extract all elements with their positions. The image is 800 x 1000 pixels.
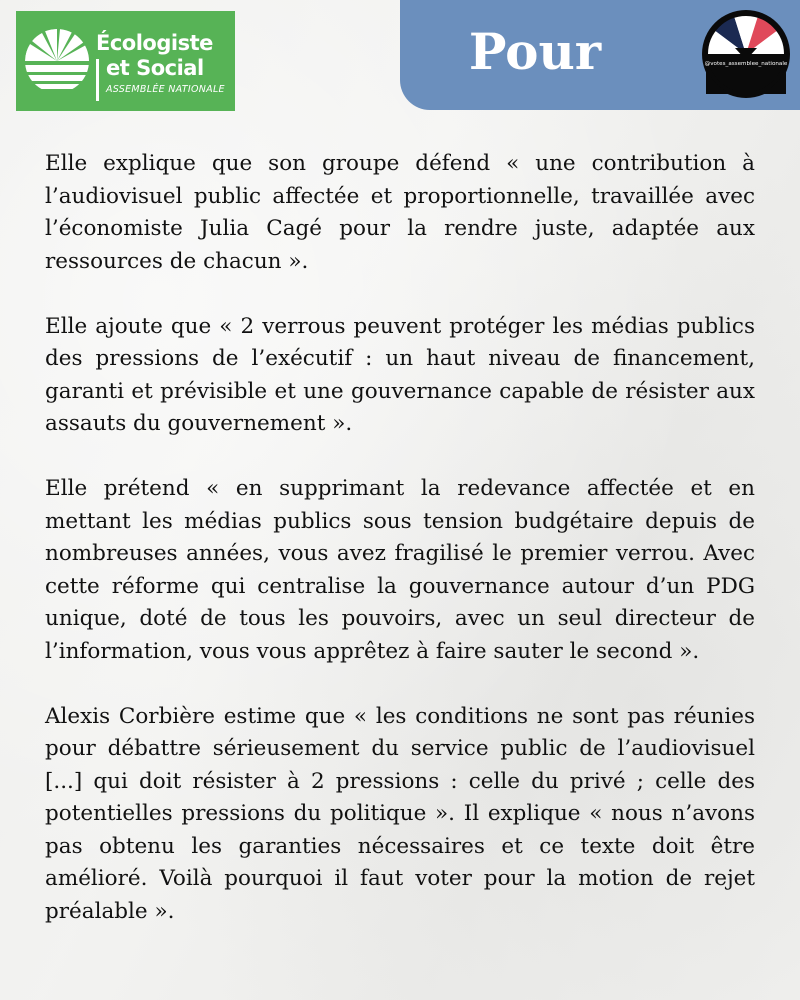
paragraph: Elle prétend « en supprimant la redevance affectée et en mettant les médias publics sous tension budgétaire depuis de nombreuses années, vous avez fragilisé le premier verrou. Avec cette réforme qui centralise la gouvernance autour d’un PDG unique, doté de tous les pouvoirs, avec un seul directeur de l’information, vous vous apprêtez à faire sauter le second ». (45, 476, 755, 664)
paragraph: Elle ajoute que « 2 verrous peuvent protéger les médias publics des pressions de l’exécutif : un haut niveau de financement, garanti et prévisible et une gouvernance capable de résister aux assauts du gouvernement ». (45, 313, 755, 436)
article-body (45, 148, 755, 961)
paragraph: Elle explique que son groupe défend « une contribution à l’audiovisuel public affectée et proportionnelle, travaillée avec l’économiste Julia Cagé pour la rendre juste, adaptée aux ressources de chacun ». (45, 151, 755, 274)
group-logo (16, 11, 235, 111)
logo-subtitle: ASSEMBLÉE NATIONALE (106, 84, 225, 95)
logo-line1: Écologiste (96, 31, 213, 55)
votes-badge-icon (700, 8, 792, 100)
logo-bar (96, 59, 99, 101)
sun-logo-icon (22, 26, 92, 96)
vote-label: Pour (468, 22, 602, 81)
badge-handle: @votes_assemblee_nationale (704, 61, 788, 67)
logo-line2: et Social (106, 56, 204, 80)
paragraph: Alexis Corbière estime que « les conditions ne sont pas réunies pour débattre sérieusement du service public de l’audiovisuel [...] qui doit résister à 2 pressions : celle du privé ; celle des potentielles pressions du politique ». Il explique « nous n’avons pas obtenu les garanties nécessaires et ce texte doit être amélioré. Voilà pourquoi il faut voter pour la motion de rejet préalable ». (45, 703, 755, 924)
